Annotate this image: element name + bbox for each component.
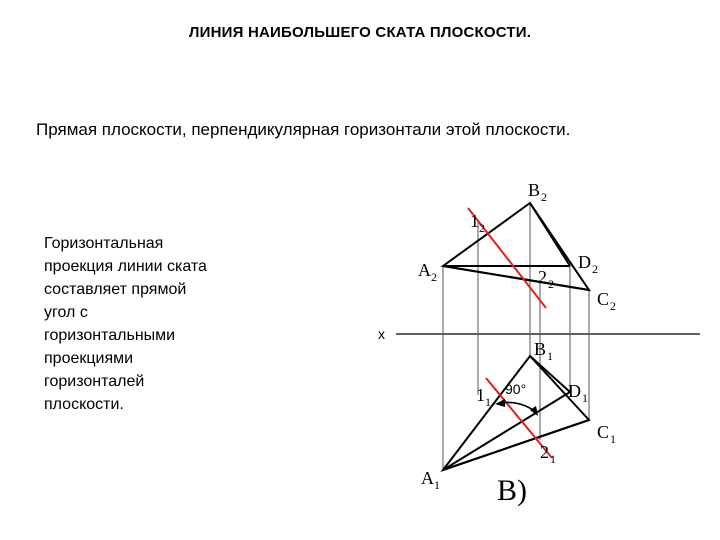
point-label-1-1 [476,385,491,409]
svg-text:C: C [597,422,610,442]
svg-text:2: 2 [479,221,485,235]
note-line: Горизонтальная [44,235,164,252]
note-line: составляет прямой [44,281,187,298]
note-line: горизонталей [44,373,145,390]
svg-text:D: D [578,252,591,272]
point-label-a2 [418,260,437,284]
svg-text:2: 2 [610,299,616,313]
point-label-b1 [534,339,553,363]
note-line: горизонтальными [44,327,176,344]
svg-text:C: C [597,289,610,309]
svg-text:1: 1 [434,478,440,492]
frontal-projection [443,203,589,290]
slide-title: ЛИНИЯ НАИБОЛЬШЕГО СКАТА ПЛОСКОСТИ. [188,24,532,41]
svg-text:B: B [528,180,541,200]
svg-text:1: 1 [550,452,556,466]
svg-text:1: 1 [610,432,616,446]
figure-label: B) [497,474,527,507]
slide-subtitle: Прямая плоскости, перпендикулярная горизонтали этой плоскости. [36,120,571,139]
svg-text:2: 2 [431,270,437,284]
svg-text:A: A [418,260,431,280]
svg-text:1: 1 [470,211,479,231]
svg-text:1: 1 [485,395,491,409]
svg-text:1: 1 [582,391,588,405]
svg-text:2: 2 [592,262,598,276]
svg-text:2: 2 [548,277,554,291]
point-label-b2 [528,180,547,204]
angle-arc [500,402,536,412]
note-line: проекциями [44,350,134,367]
angle-label: 90° [505,381,527,397]
svg-text:1: 1 [547,349,553,363]
point-label-2-1 [540,442,556,466]
note-line: проекция линии ската [44,258,207,275]
point-label-d2 [578,252,598,276]
projection-link-lines [443,203,589,470]
point-label-c1 [597,422,616,446]
svg-text:A: A [421,468,434,488]
note-line: угол с [44,304,88,321]
svg-text:2: 2 [538,267,547,287]
svg-text:2: 2 [540,442,549,462]
svg-text:1: 1 [476,385,485,405]
x-axis-label: x [378,326,385,342]
note-line: плоскости. [44,396,124,413]
svg-text:D: D [568,381,581,401]
svg-text:2: 2 [541,190,547,204]
point-label-a1 [421,468,440,492]
svg-text:B: B [534,339,547,359]
point-label-c2 [597,289,616,313]
